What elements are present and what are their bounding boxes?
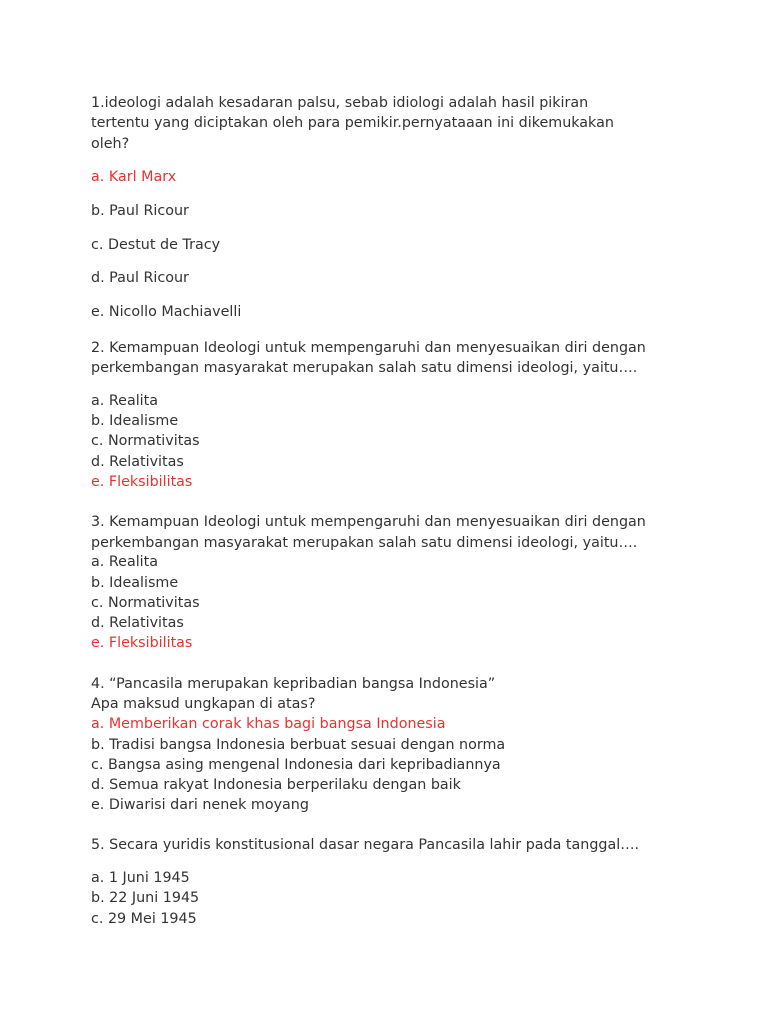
q1-option-b: b. Paul Ricour: [91, 203, 189, 219]
q2-option-b: b. Idealisme: [91, 413, 179, 429]
q3-text-line: 3. Kemampuan Ideologi untuk mempengaruhi dan menyesuaikan diri dengan: [91, 514, 646, 530]
q3-text-line: perkembangan masyarakat merupakan salah satu dimensi ideologi, yaitu….: [91, 535, 638, 551]
q4-option-e: e. Diwarisi dari nenek moyang: [91, 797, 309, 813]
q2-text-line: 2. Kemampuan Ideologi untuk mempengaruhi dan menyesuaikan diri dengan: [91, 340, 646, 356]
q4-option-c: c. Bangsa asing mengenal Indonesia dari kepribadiannya: [91, 757, 501, 773]
q1-option-a-correct: a. Karl Marx: [91, 169, 177, 185]
q2-option-e-correct: e. Fleksibilitas: [91, 474, 193, 490]
q3-option-b: b. Idealisme: [91, 575, 179, 591]
q3-option-e-correct: e. Fleksibilitas: [91, 635, 193, 651]
q4-text-line: 4. “Pancasila merupakan kepribadian bangsa Indonesia”: [91, 676, 496, 692]
q4-option-d: d. Semua rakyat Indonesia berperilaku dengan baik: [91, 777, 461, 793]
q4-option-b: b. Tradisi bangsa Indonesia berbuat sesuai dengan norma: [91, 737, 506, 753]
q4-option-a-correct: a. Memberikan corak khas bagi bangsa Indonesia: [91, 716, 446, 732]
q1-option-e: e. Nicollo Machiavelli: [91, 304, 242, 320]
q2-option-d: d. Relativitas: [91, 454, 184, 470]
q1-text-line: 1.ideologi adalah kesadaran palsu, sebab idiologi adalah hasil pikiran: [91, 95, 589, 111]
q3-option-d: d. Relativitas: [91, 615, 184, 631]
q5-text-line: 5. Secara yuridis konstitusional dasar negara Pancasila lahir pada tanggal….: [91, 837, 640, 853]
q5-option-a: a. 1 Juni 1945: [91, 870, 190, 886]
q1-option-d: d. Paul Ricour: [91, 270, 189, 286]
q1-text-line: tertentu yang diciptakan oleh para pemikir.pernyataaan ini dikemukakan: [91, 115, 614, 131]
q1-option-c: c. Destut de Tracy: [91, 237, 221, 253]
q2-option-a: a. Realita: [91, 393, 159, 409]
q3-option-c: c. Normativitas: [91, 595, 200, 611]
q2-text-line: perkembangan masyarakat merupakan salah satu dimensi ideologi, yaitu….: [91, 360, 638, 376]
q5-option-c: c. 29 Mei 1945: [91, 911, 197, 927]
q1-text-line: oleh?: [91, 136, 130, 152]
q5-option-b: b. 22 Juni 1945: [91, 890, 200, 906]
q3-option-a: a. Realita: [91, 554, 159, 570]
q4-text-line: Apa maksud ungkapan di atas?: [91, 696, 316, 712]
q2-option-c: c. Normativitas: [91, 433, 200, 449]
